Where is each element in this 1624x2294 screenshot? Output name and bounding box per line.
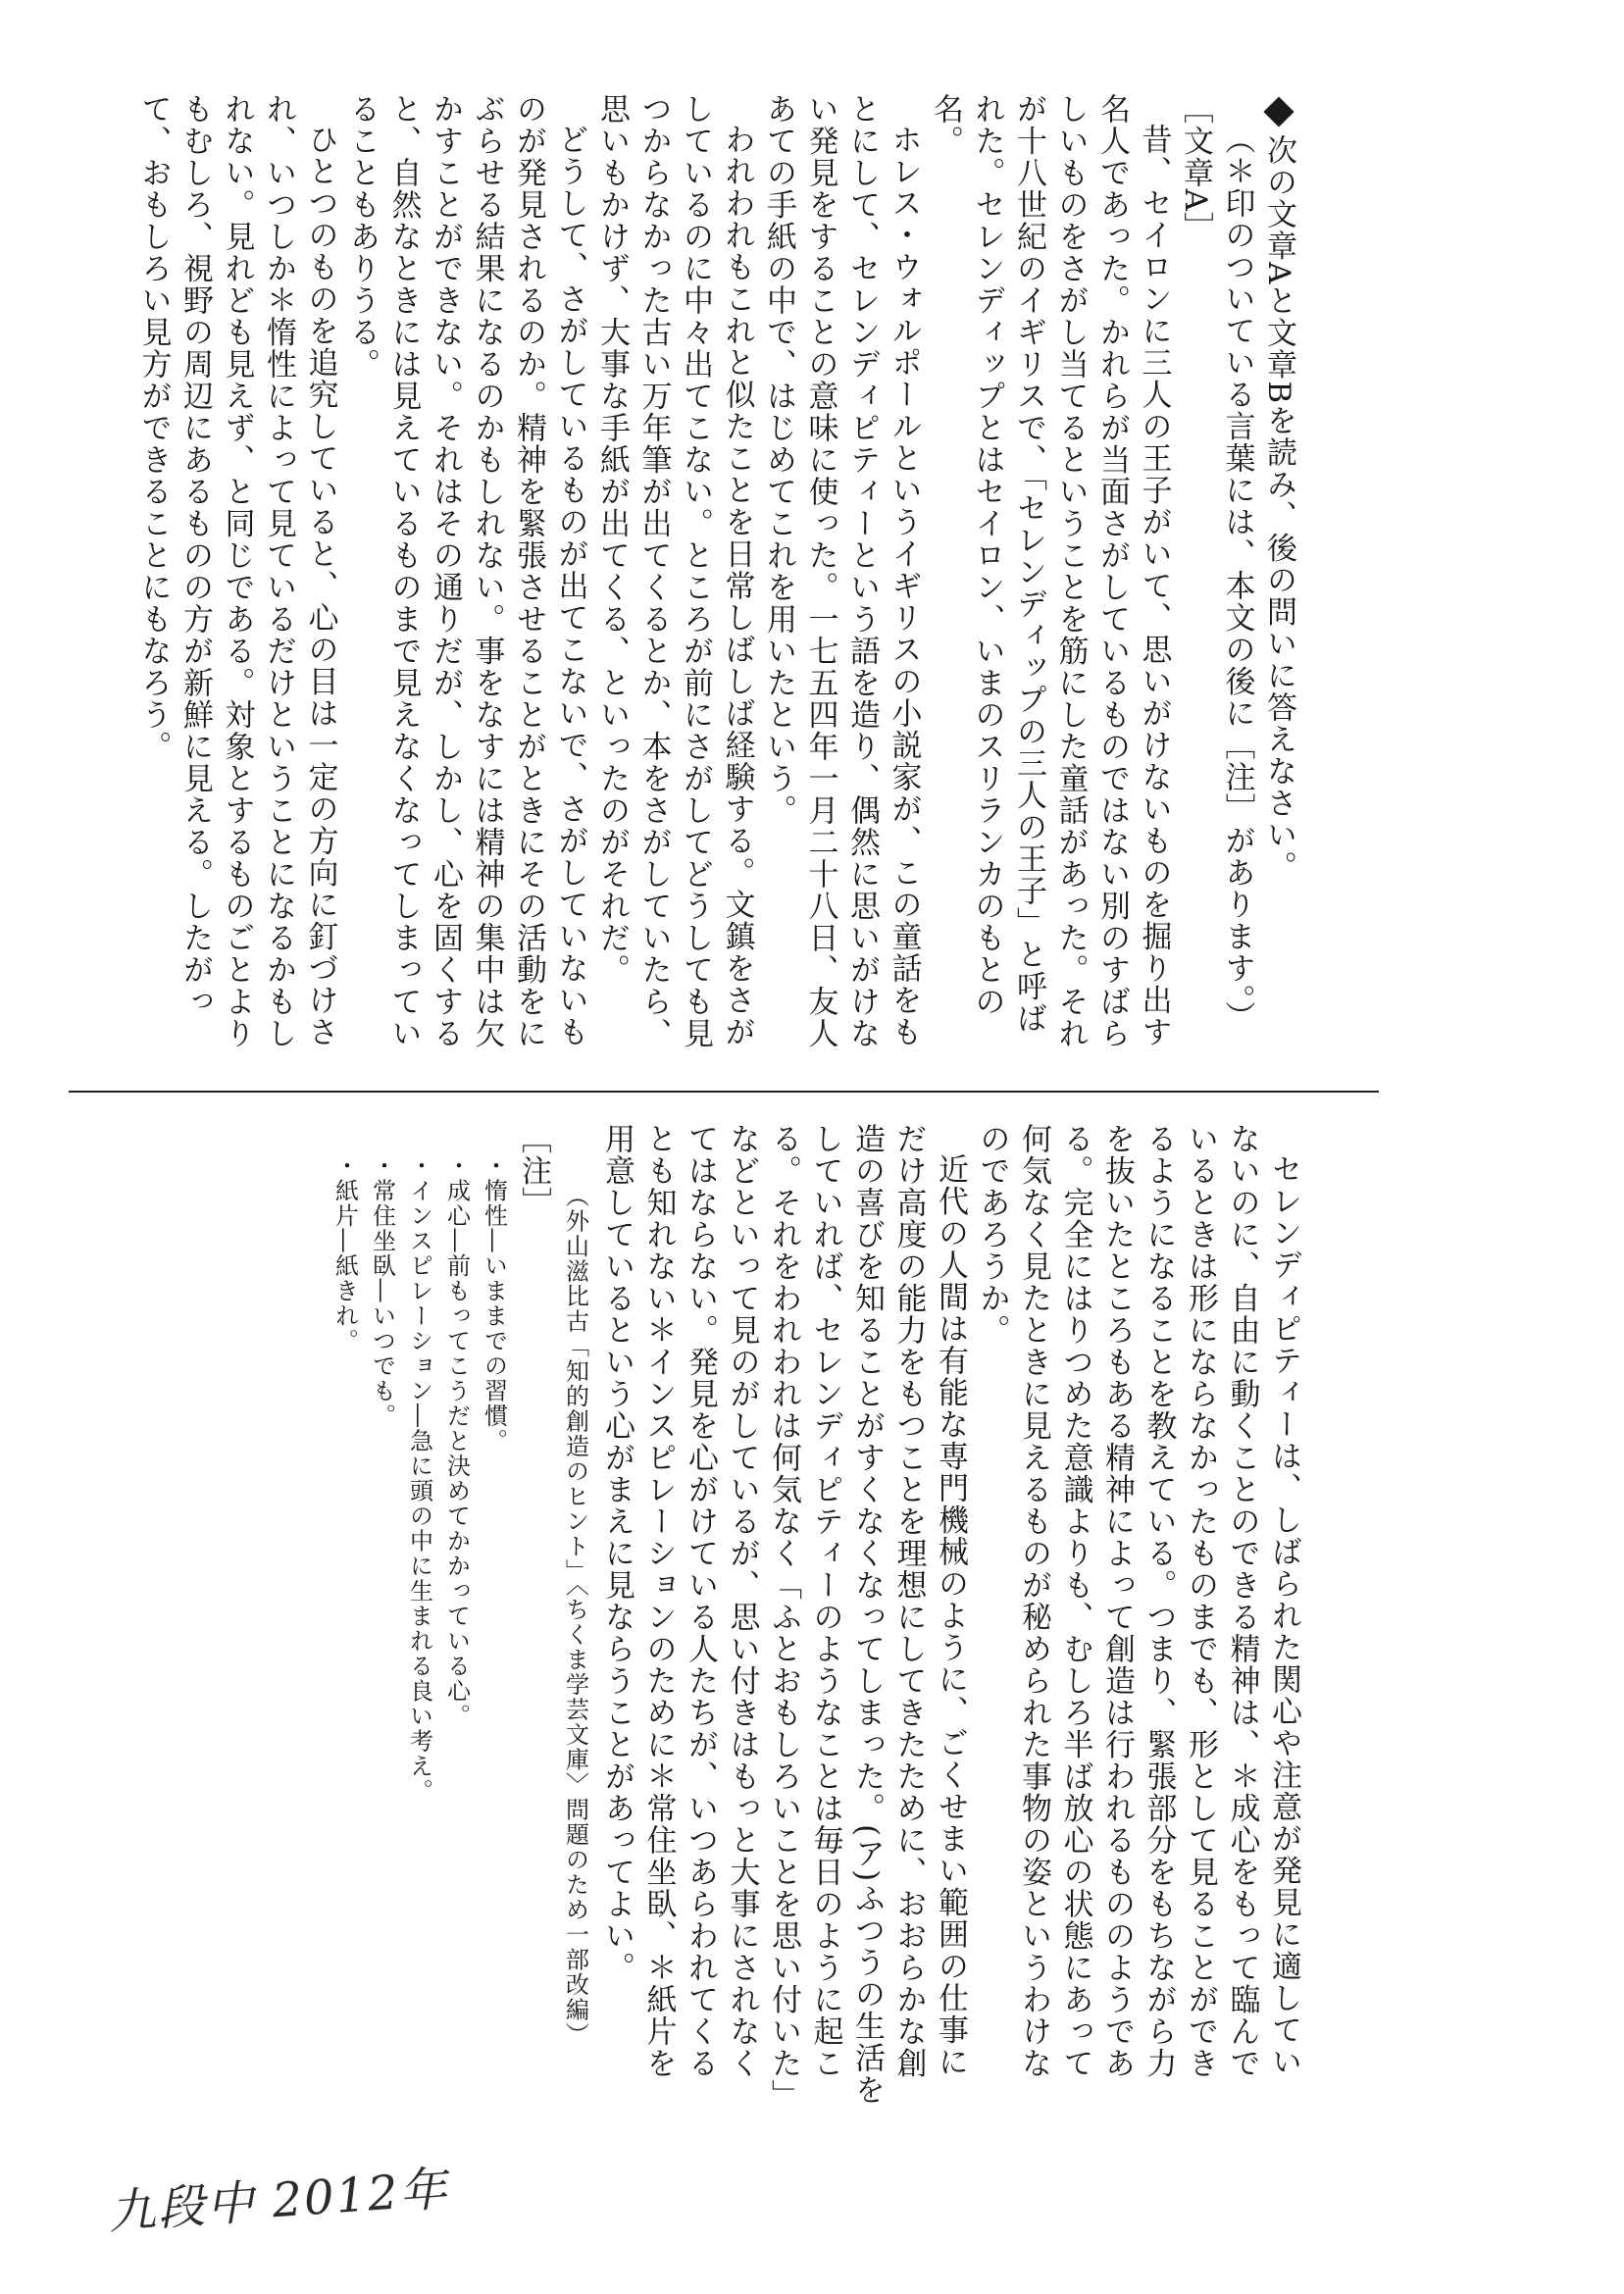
note-item: ・インスピレーション―急に頭の中に生まれる良い考え。 bbox=[405, 1153, 433, 1804]
passage-a-heading: ［文章A］ bbox=[1178, 93, 1213, 244]
asterisk-note: （＊印のついている言葉には、本文の後に［注］があります。） bbox=[1219, 124, 1255, 1033]
notes-heading: ［注］ bbox=[516, 1123, 551, 1219]
upper-text-block bbox=[74, 93, 1299, 1064]
paragraph: われわれもこれと似たことを日常しばしば経験する。文鎮をさがしているのに中々出てこない。ところが前にさがしてどうしても見つからなかった古い万年筆が出てくるとか、本をさがしていたら、思いもかけず、大事な手紙が出てくる、といったのがそれだ。 bbox=[594, 93, 755, 1049]
paragraph: ホレス・ウォルポールというイギリスの小説家が、この童話をもとにして、セレンディピティーという語を造り、偶然に思いがけない発見をすることの意味に使った。一七五四年一月二十八日、友人あての手紙の中で、はじめてこれを用いたという。 bbox=[761, 93, 922, 1049]
note-item: ・紙片―紙きれ。 bbox=[330, 1153, 359, 1353]
paragraph: ひとつのものを追究していると、心の目は一定の方向に釘づけされ、いつしか＊惰性によって見ているだけということになるかもしれない。見れども見えず、と同じである。対象とするものごとよりもむしろ、視野の周辺にあるものの方が新鮮に見える。したがって、おもしろい見方ができることにもなろう。 bbox=[135, 93, 338, 1049]
note-item: ・常住坐臥―いつでも。 bbox=[368, 1153, 396, 1429]
source-credit: （外山滋比古「知的創造のヒント」〈ちくま学芸文庫〉問題のため一部改編） bbox=[561, 1184, 589, 2048]
instruction-text: 次の文章Aと文章Bを読み、後の問いに答えなさい。 bbox=[1261, 134, 1296, 884]
handwritten-note: 九段中 2012年 bbox=[106, 2161, 451, 2241]
paragraph: 近代の人間は有能な専門機械のように、ごくせまい範囲の仕事にだけ高度の能力をもつことを理想にしてきたために、おおらかな創造の喜びを知ることがすくなくなってしまった。(ア)ふつうの生活をしていれば、セレンディピティーのようなことは毎日のように起こる。それをわれわれは何気なく「ふとおもしろいことを思い付いた」などといって見のがしているが、思い付きはもっと大事にされなくてはならない。発見を心がけている人たちが、いつあらわれてくるとも知れない＊インスピレーションのために＊常住坐臥、＊紙片を用意しているという心がまえに見ならうことがあってよい。 bbox=[599, 1123, 968, 2107]
note-item: ・成心―前もってこうだと決めてかかっている心。 bbox=[442, 1153, 471, 1729]
question-instruction bbox=[1258, 93, 1300, 1064]
lower-text-block bbox=[324, 1123, 1304, 2109]
section-divider bbox=[69, 1091, 1379, 1093]
paragraph: どうして、さがしているものが出てこないで、さがしていないものが発見されるのか。精神を緊張させることがときにその活動をにぶらせる結果になるのかもしれない。事をなすには精神の集中は欠かすことができない。それはその通りだが、しかし、心を固くすると、自然なときには見えているものまで見えなくなってしまっていることもありうる。 bbox=[344, 93, 588, 1049]
paragraph: セレンディピティーは、しばられた関心や注意が発見に適していないのに、自由に動くことのできる精神は、＊成心をもって臨んでいるときは形にならなかったものまでも、形として見ることができるようになることを教えている。つまり、緊張部分をもちながら力を抜いたところもある精神によって創造は行われるもののようである。完全にはりつめた意識よりも、むしろ半ば放心の状態にあって何気なく見たときに見えるものが秘められた事物の姿というわけなのであろうか。 bbox=[974, 1123, 1301, 2079]
diamond-bullet-icon bbox=[1263, 96, 1294, 127]
note-item: ・惰性―いままでの習慣。 bbox=[480, 1153, 508, 1453]
paragraph: 昔、セイロンに三人の王子がいて、思いがけないものを掘り出す名人であった。かれらが当面さがしているものではない別のすばらしいものをさがし当てるということを筋にした童話があった。それが十八世紀のイギリスで、「セレンディップの三人の王子」と呼ばれた。セレンディップとはセイロン、いまのスリランカのもとの名。 bbox=[928, 93, 1172, 1049]
